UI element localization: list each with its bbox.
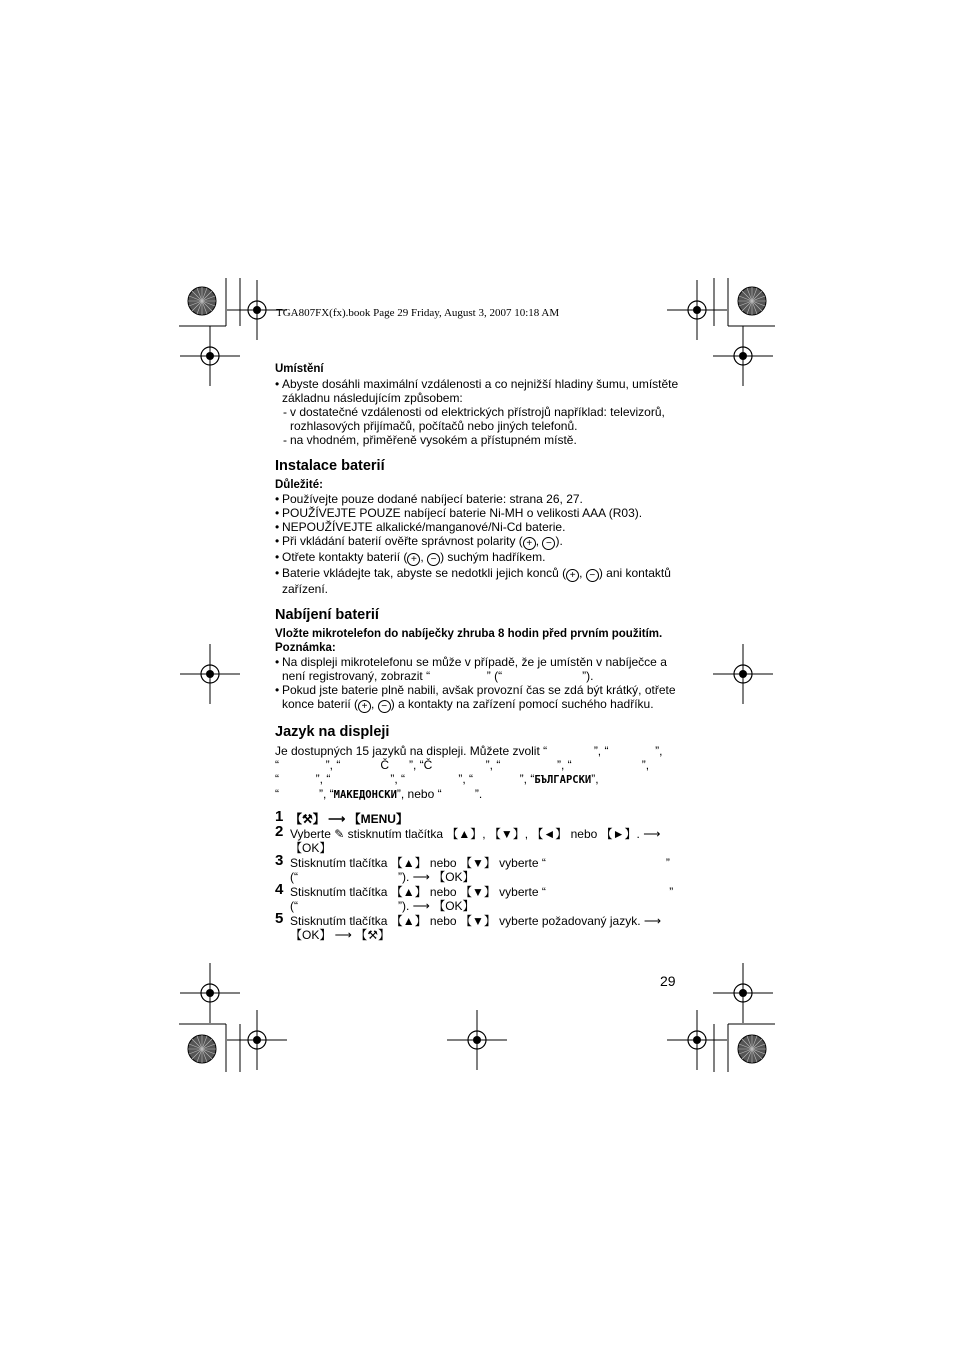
battery-install-bullet: • NEPOUŽÍVEJTE alkalické/manganové/Ni-Cd baterie. — [275, 520, 680, 534]
language-line: Je dostupných 15 jazyků na displeji. Můžete zvolit “ ”, “ ”, — [275, 744, 663, 758]
battery-install-bullet: • Otřete kontakty baterií ( + , − ) suchým hadříkem. — [275, 550, 680, 566]
step-number: 1 — [275, 808, 284, 825]
page-number: 29 — [660, 973, 676, 989]
step-number: 4 — [275, 881, 284, 898]
bullet-text: Pokud jste baterie plně nabili, avšak provozní čas se zdá být krátký, otřete konce baterií ( — [282, 683, 676, 711]
language-line — [275, 772, 680, 787]
important-label: Důležité: — [275, 479, 323, 491]
step-number: 2 — [275, 823, 284, 840]
step-text: Stisknutím tlačítka 【▲】 nebo 【▼】 vyberte “ ” (“ ”). ⟶ 【OK】 — [290, 885, 677, 913]
plus-icon: + — [523, 537, 536, 550]
page-content — [275, 362, 680, 943]
registration-mark — [227, 1010, 287, 1070]
battery-install-bullet: • Používejte pouze dodané nabíjecí baterie: strana 26, 27. — [275, 492, 680, 506]
color-bar-mark — [738, 1035, 766, 1063]
note-label: Poznámka: — [275, 642, 336, 654]
charge-note-bullet: • Na displeji mikrotelefonu se může v případě, že je umístěn v nabíječce a není registrovaný, zobrazit “ ” (“ ”). — [275, 655, 680, 683]
bullet-text: ). — [555, 534, 563, 548]
minus-icon: − — [378, 700, 391, 713]
step-text: Stisknutím tlačítka 【▲】 nebo 【▼】 vyberte “ ” (“ ”). ⟶ 【OK】 — [290, 856, 674, 884]
steps-list — [275, 808, 680, 942]
color-bar-mark — [738, 287, 766, 315]
language-heading: Jazyk na displeji — [275, 724, 390, 740]
step-item — [275, 852, 680, 884]
minus-icon: − — [542, 537, 555, 550]
registration-mark — [667, 1010, 727, 1070]
step-item — [275, 910, 680, 942]
registration-mark — [447, 1010, 507, 1070]
plus-icon: + — [566, 569, 579, 582]
registration-mark — [667, 280, 727, 340]
registration-mark — [713, 326, 773, 386]
step-number: 5 — [275, 910, 284, 927]
file-header: TGA807FX(fx).book Page 29 Friday, August 3, 2007 10:18 AM — [276, 307, 560, 319]
registration-mark — [713, 963, 773, 1023]
language-text: “ ”, “ ”, “ ”, “ ”, “ — [275, 772, 535, 786]
step-text: 【⚒】 ⟶ 【MENU】 — [290, 812, 408, 826]
registration-mark — [180, 963, 240, 1023]
charge-instruction: Vložte mikrotelefon do nabíječky zhruba 8 hodin před prvním použitím. — [275, 628, 663, 640]
language-text: ”, — [591, 772, 599, 786]
battery-install-bullet: • Baterie vkládejte tak, abyste se nedotkli jejich konců ( + , − ) ani kontaktů zařízení. — [275, 566, 680, 596]
plus-icon: + — [358, 700, 371, 713]
charge-note-bullet: • Pokud jste baterie plně nabili, avšak provozní čas se zdá být krátký, otřete konce baterií ( + , − ) a kontakty na zařízení pomocí suchého hadříku. — [275, 683, 680, 713]
language-text: “ ”, “ — [275, 787, 334, 801]
language-option-macedonian: МАКЕДОНСКИ — [333, 789, 397, 801]
battery-install-bullet: • Při vkládání baterií ověřte správnost polarity ( + , − ). — [275, 534, 680, 550]
bullet-text: Baterie vkládejte tak, abyste se nedotkli jejich konců ( — [282, 566, 567, 580]
registration-mark — [713, 644, 773, 704]
color-bar-mark — [188, 287, 216, 315]
language-option-bulgarian: БЪЛГАРСКИ — [534, 774, 592, 786]
color-bar-mark — [188, 1035, 216, 1063]
step-number: 3 — [275, 852, 284, 869]
minus-icon: − — [427, 553, 440, 566]
registration-mark — [180, 326, 240, 386]
step-text: Stisknutím tlačítka 【▲】 nebo 【▼】 vyberte požadovaný jazyk. ⟶ 【OK】 ⟶ 【⚒】 — [290, 914, 662, 942]
bullet-text: Otřete kontakty baterií ( — [282, 550, 408, 564]
step-item — [275, 881, 680, 913]
step-item — [275, 823, 680, 855]
registration-mark — [180, 644, 240, 704]
bullet-text: Při vkládání baterií ověřte správnost polarity ( — [282, 534, 523, 548]
placement-bullet: • Abyste dosáhli maximální vzdálenosti a co nejnižší hladiny šumu, umístěte základnu následujícím způsobem: — [275, 377, 680, 405]
bullet-text: ) suchým hadříkem. — [440, 550, 546, 564]
battery-install-bullet: • POUŽÍVEJTE POUZE nabíjecí baterie Ni-MH o velikosti AAA (R03). — [275, 506, 680, 520]
minus-icon: − — [586, 569, 599, 582]
battery-install-heading: Instalace baterií — [275, 458, 385, 474]
plus-icon: + — [407, 553, 420, 566]
language-line — [275, 787, 680, 802]
battery-charge-heading: Nabíjení baterií — [275, 607, 379, 623]
language-line: “ ”, “ Č ”, “Č ”, “ ”, “ ”, — [275, 758, 650, 772]
bullet-text: ) a kontakty na zařízení pomocí suchého hadříku. — [390, 697, 654, 711]
placement-dash-item: - na vhodném, přiměřeně vysokém a přístupném místě. — [275, 433, 680, 447]
bullet-text: ) ani kontaktů zařízení. — [282, 566, 671, 596]
language-text: ”, nebo “ ”. — [396, 787, 483, 801]
step-text: Vyberte ✎ stisknutím tlačítka 【▲】, 【▼】, 【◄】 nebo 【►】. ⟶ 【OK】 — [290, 827, 661, 855]
placement-title: Umístění — [275, 363, 324, 375]
step-item — [275, 808, 680, 826]
placement-dash-item: - v dostatečné vzdálenosti od elektrických přístrojů například: televizorů, rozhlasových přijímačů, počítačů nebo jiných telefonů. — [275, 405, 680, 433]
